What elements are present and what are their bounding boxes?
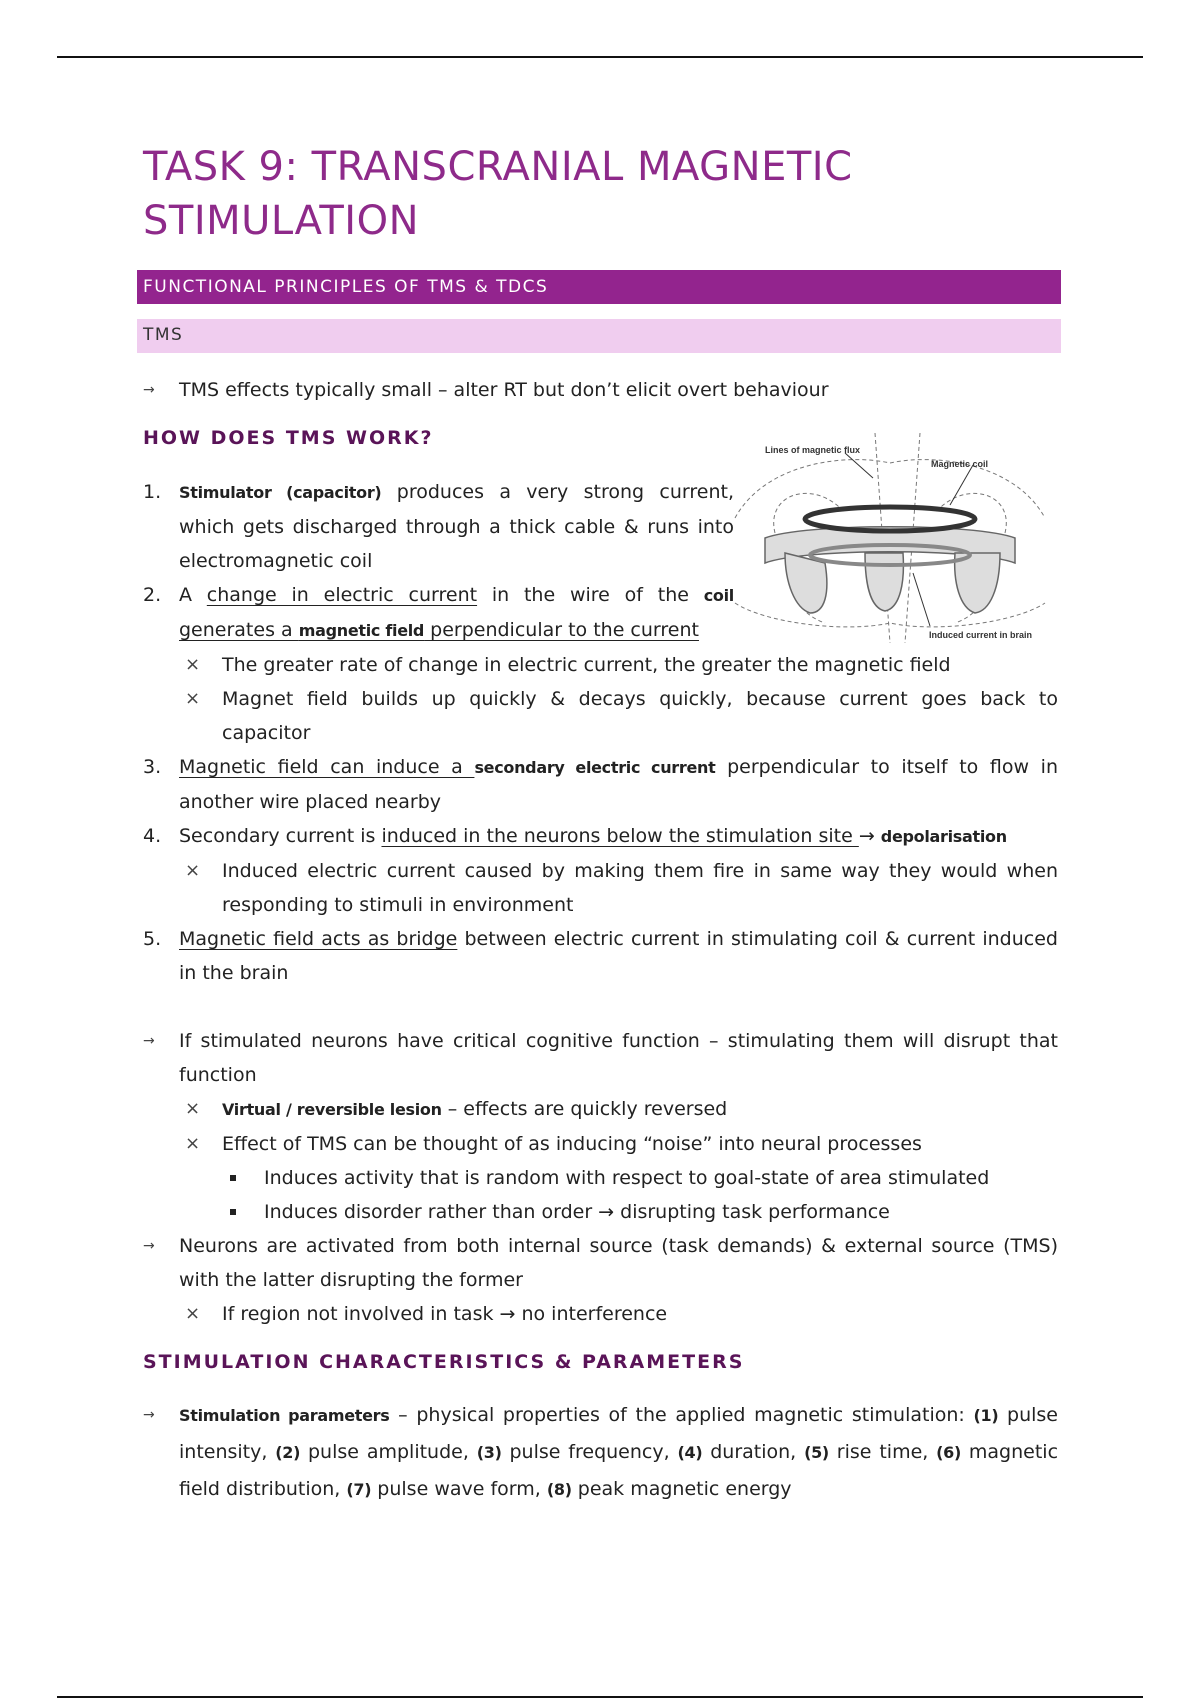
cross-icon: × — [185, 688, 201, 709]
point-1: → If stimulated neurons have critical cognitive function – stimulating them will disrupt that function — [143, 1024, 1058, 1092]
arrow-icon: → — [143, 1238, 155, 1254]
step-3: 3. Magnetic field can induce a secondary electric current perpendicular to itself to flow in another wire placed nearby — [143, 756, 1058, 813]
params-point: → Stimulation parameters – physical properties of the applied magnetic stimulation: (1) pulse intensity, (2) pulse amplitude, (3) pulse frequency, (4) duration, (5) rise time, (6) magnetic field distribution, (7) pulse wave form, (8) peak magnetic energy — [143, 1397, 1058, 1508]
params-heading: STIMULATION CHARACTERISTICS & PARAMETERS — [143, 1351, 745, 1373]
how-heading: HOW DOES TMS WORK? — [143, 427, 434, 449]
bottom-rule — [57, 1696, 1143, 1698]
step-4-sub-1: × Induced electric current caused by making them fire in same way they would when responding to stimuli in environment — [143, 854, 1058, 922]
page-title: TASK 9: TRANSCRANIAL MAGNETIC STIMULATION — [143, 144, 853, 244]
document-page — [143, 140, 1058, 1508]
arrow-icon: → — [143, 1407, 155, 1423]
arrow-icon: → — [143, 382, 155, 398]
point-1-sub-2-a: Induces activity that is random with respect to goal-state of area stimulated — [143, 1161, 1058, 1195]
step-2: 2. A change in electric current in the wire of the coil generates a magnetic field perpendicular to the current — [143, 584, 734, 641]
point-2-sub-1: × If region not involved in task → no interference — [143, 1297, 1058, 1331]
point-1-sub-2: × Effect of TMS can be thought of as inducing “noise” into neural processes — [143, 1127, 1058, 1161]
tms-coil-figure — [725, 423, 1055, 653]
cross-icon: × — [185, 654, 201, 675]
cross-icon: × — [185, 1303, 201, 1324]
step-2-sub-1: × The greater rate of change in electric current, the greater the magnetic field — [143, 648, 1058, 682]
step-1: 1. Stimulator (capacitor) produces a very strong current, which gets discharged through a thick cable & runs into electromagnetic coil — [143, 481, 734, 572]
arrow-icon: → — [143, 1033, 155, 1049]
figure-label-induced: Induced current in brain — [929, 630, 1033, 640]
point-1-sub-1: × Virtual / reversible lesion – effects are quickly reversed — [143, 1092, 1058, 1127]
point-2: → Neurons are activated from both internal source (task demands) & external source (TMS) with the latter disrupting the former — [143, 1229, 1058, 1297]
section-bar: FUNCTIONAL PRINCIPLES OF TMS & TDCS — [137, 270, 1061, 304]
step-2-sub-2: × Magnet field builds up quickly & decays quickly, because current goes back to capacitor — [143, 682, 1058, 750]
subsection-bar: TMS — [137, 319, 1061, 353]
cross-icon: × — [185, 1098, 201, 1119]
figure-label-coil: Magnetic coil — [931, 459, 989, 469]
step-4: 4. Secondary current is induced in the neurons below the stimulation site → depolarisation — [143, 825, 1007, 847]
top-rule — [57, 56, 1143, 58]
figure-label-flux: Lines of magnetic flux — [765, 445, 861, 455]
point-1-sub-2-b: Induces disorder rather than order → disrupting task performance — [143, 1195, 1058, 1229]
step-5: 5. Magnetic field acts as bridge between electric current in stimulating coil & current induced in the brain — [143, 928, 1058, 984]
square-bullet-icon — [230, 1175, 236, 1181]
square-bullet-icon — [230, 1209, 236, 1215]
intro-point: → TMS effects typically small – alter RT but don’t elicit overt behaviour — [143, 373, 1058, 407]
cross-icon: × — [185, 1133, 201, 1154]
cross-icon: × — [185, 860, 201, 881]
